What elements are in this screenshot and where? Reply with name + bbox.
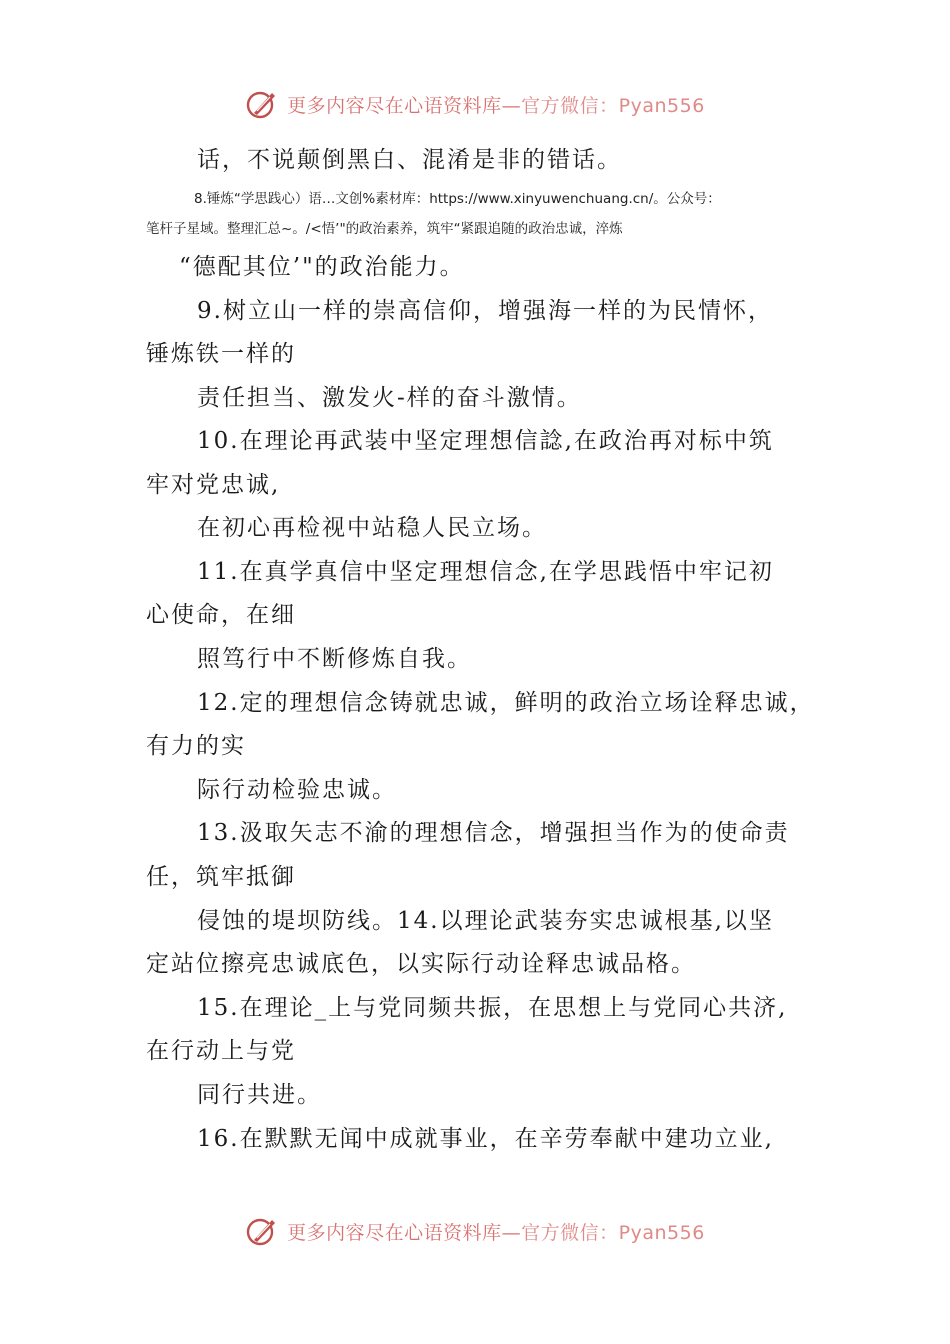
text-line: 9.树立山一样的崇高信仰，增强海一样的为民情怀， [197,298,773,324]
text-line: 话，不说颠倒黑白、混淆是非的错话。 [197,147,622,173]
text-line: 责任担当、激发火-样的奋斗激情。 [197,385,582,411]
text-line: 同行共进。 [197,1082,322,1108]
text-line-small: 8.锤炼“学思践心）语…文创%素材库：https://www.xinyuwenchuang.cn/。公众号： [194,191,721,207]
text-line: 13.汲取矢志不渝的理想信念，增强担当作为的使命责 [197,820,790,846]
quill-logo-icon [245,1214,279,1248]
text-line: 定站位擦亮忠诚底色，以实际行动诠释忠诚品格。 [146,951,696,977]
text-line: 在行动上与党 [146,1038,296,1064]
text-line: 照笃行中不断修炼自我。 [197,646,472,672]
text-line: 际行动检验忠诚。 [197,777,397,803]
text-line: 锤炼铁一样的 [146,341,296,367]
text-line: 16.在默默无闻中成就事业，在辛劳奉献中建功立业, [197,1126,774,1152]
footer-banner [0,1211,950,1251]
text-line: “德配其位’"的政治能力。 [179,254,465,280]
text-line: 10.在理论再武装中坚定理想信諗,在政治再对标中筑 [197,428,774,454]
text-line: 在初心再检视中站稳人民立场。 [197,515,547,541]
text-line: 任，筑牢抵御 [146,864,296,890]
header-banner [0,84,950,124]
text-line: 牢对党忠诚, [146,472,281,498]
quill-logo-icon [245,87,279,121]
text-line: 11.在真学真信中坚定理想信念,在学思践悟中牢记初 [197,559,774,585]
text-line: 侵蚀的堤坝防线。14.以理论武装夯实忠诚根基,以坚 [197,908,774,934]
text-line: 12.定的理想信念铸就忠诚，鲜明的政治立场诠释忠诚， [197,690,815,716]
text-line-small: 笔杆子星域。整理汇总~。/<悟’"的政治素养，筑牢“紧跟追随的政治忠诚，淬炼 [146,221,623,237]
text-line: 15.在理论_上与党同频共振，在思想上与党同心共济, [197,995,788,1021]
header-banner-text: 更多内容尽在心语资料库—官方微信：Pyan556 [287,94,705,117]
text-line: 有力的实 [146,733,246,759]
footer-banner-text: 更多内容尽在心语资料库—官方微信：Pyan556 [287,1221,705,1244]
text-line: 心使命，在细 [146,602,296,628]
